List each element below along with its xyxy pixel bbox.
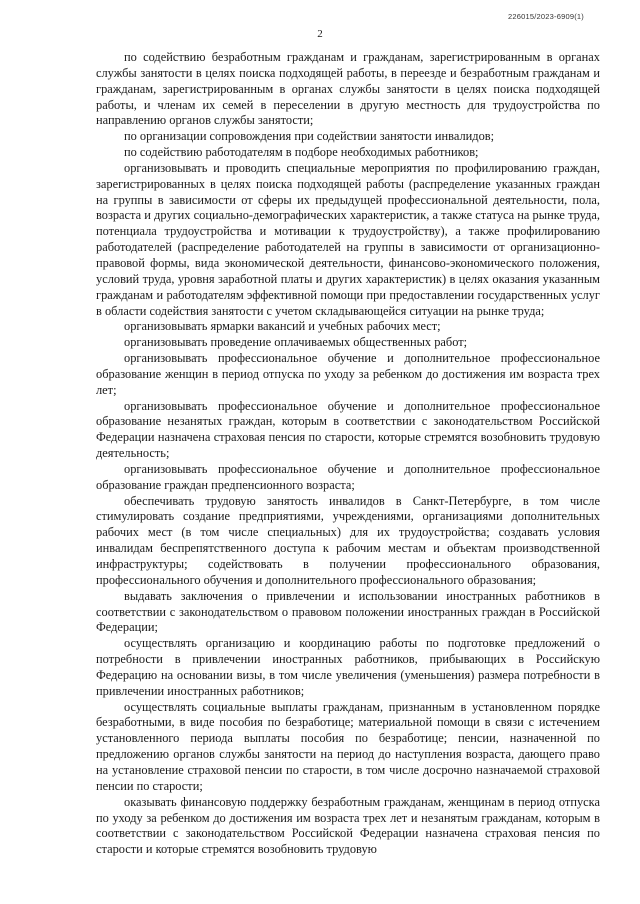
paragraph: организовывать и проводить специальные мероприятия по профилированию граждан, зарегистрированных в целях поиска подходящей работы (распределение указанных граждан на группы в зависимости от сферы их предыдущей профессиональной деятельности, пола, возраста и других социально-демографических характеристик, а также статуса на рынке труда, потенциала трудоустройства и мотивации к трудоустройству), а также профилированию работодателей (распределение работодателей на группы в зависимости от организационно-правовой формы, вида экономической деятельности, финансово-экономического положения, условий труда, уровня заработной платы и других характеристик) в целях оказания указанным гражданам и работодателям эффективной помощи при предоставлении государственных услуг в области содействия занятости с учетом складывающейся ситуации на рынке труда; bbox=[96, 160, 600, 318]
document-id: 226015/2023-6909(1) bbox=[508, 12, 584, 21]
paragraph: организовывать профессиональное обучение и дополнительное профессиональное образование незанятых граждан, которым в соответствии с законодательством Российской Федерации назначена страховая пенсия по старости, которые стремятся возобновить трудовую деятельность; bbox=[96, 398, 600, 461]
paragraph: оказывать финансовую поддержку безработным гражданам, женщинам в период отпуска по уходу за ребенком до достижения им возраста трех лет и незанятым гражданам, которым в соответствии с законодательством Российской Федерации назначена страховая пенсия по старости и которые стремятся возобновить трудовую bbox=[96, 794, 600, 857]
paragraph: осуществлять организацию и координацию работы по подготовке предложений о потребности в привлечении иностранных работников, прибывающих в Российскую Федерацию на основании визы, в том числе увеличения (уменьшения) размера потребности в привлечении иностранных работников; bbox=[96, 636, 600, 698]
paragraph: по содействию безработным гражданам и гражданам, зарегистрированным в органах службы занятости в целях поиска подходящей работы, в переезде и безработным гражданам и гражданам, зарегистрированным в органах службы занятости в целях поиска подходящей работы, и членам их семей в переселении в другую местность для трудоустройства по направлению органов службы занятости; bbox=[96, 50, 600, 128]
paragraph: организовывать ярмарки вакансий и учебных рабочих мест; bbox=[124, 319, 441, 334]
paragraph: организовывать проведение оплачиваемых общественных работ; bbox=[124, 335, 468, 350]
paragraph: осуществлять социальные выплаты гражданам, признанным в установленном порядке безработными, в виде пособия по безработице; материальной помощи в связи с истечением установленного периода выплаты пособия по безработице; пенсии, назначенной по предложению органов службы занятости на период до наступления возраста, дающего право на установление страховой пенсии по старости, в том числе досрочно назначаемой страховой пенсии по старости; bbox=[96, 699, 600, 793]
paragraph: организовывать профессиональное обучение и дополнительное профессиональное образование женщин в период отпуска по уходу за ребенком до достижения им возраста трех лет; bbox=[96, 351, 600, 397]
paragraph: по организации сопровождения при содействии занятости инвалидов; bbox=[124, 129, 495, 144]
paragraph: выдавать заключения о привлечении и использовании иностранных работников в соответствии с законодательством о правовом положении иностранных граждан в Российской Федерации; bbox=[96, 588, 600, 635]
paragraph: организовывать профессиональное обучение и дополнительное профессиональное образование граждан предпенсионного возраста; bbox=[96, 461, 600, 492]
document-body bbox=[96, 50, 600, 858]
page-number: 2 bbox=[317, 28, 323, 40]
paragraph: по содействию работодателям в подборе необходимых работников; bbox=[124, 145, 479, 160]
paragraph: обеспечивать трудовую занятость инвалидов в Санкт-Петербурге, в том числе стимулировать создание предприятиями, учреждениями, организациями дополнительных рабочих мест (в том числе специальных) для их трудоустройства; создавать условия инвалидам беспрепятственного доступа к рабочим местам и объектам производственной инфраструктуры; содействовать в получении профессионального образования, профессионального обучения и дополнительного профессионального образования; bbox=[96, 493, 600, 587]
